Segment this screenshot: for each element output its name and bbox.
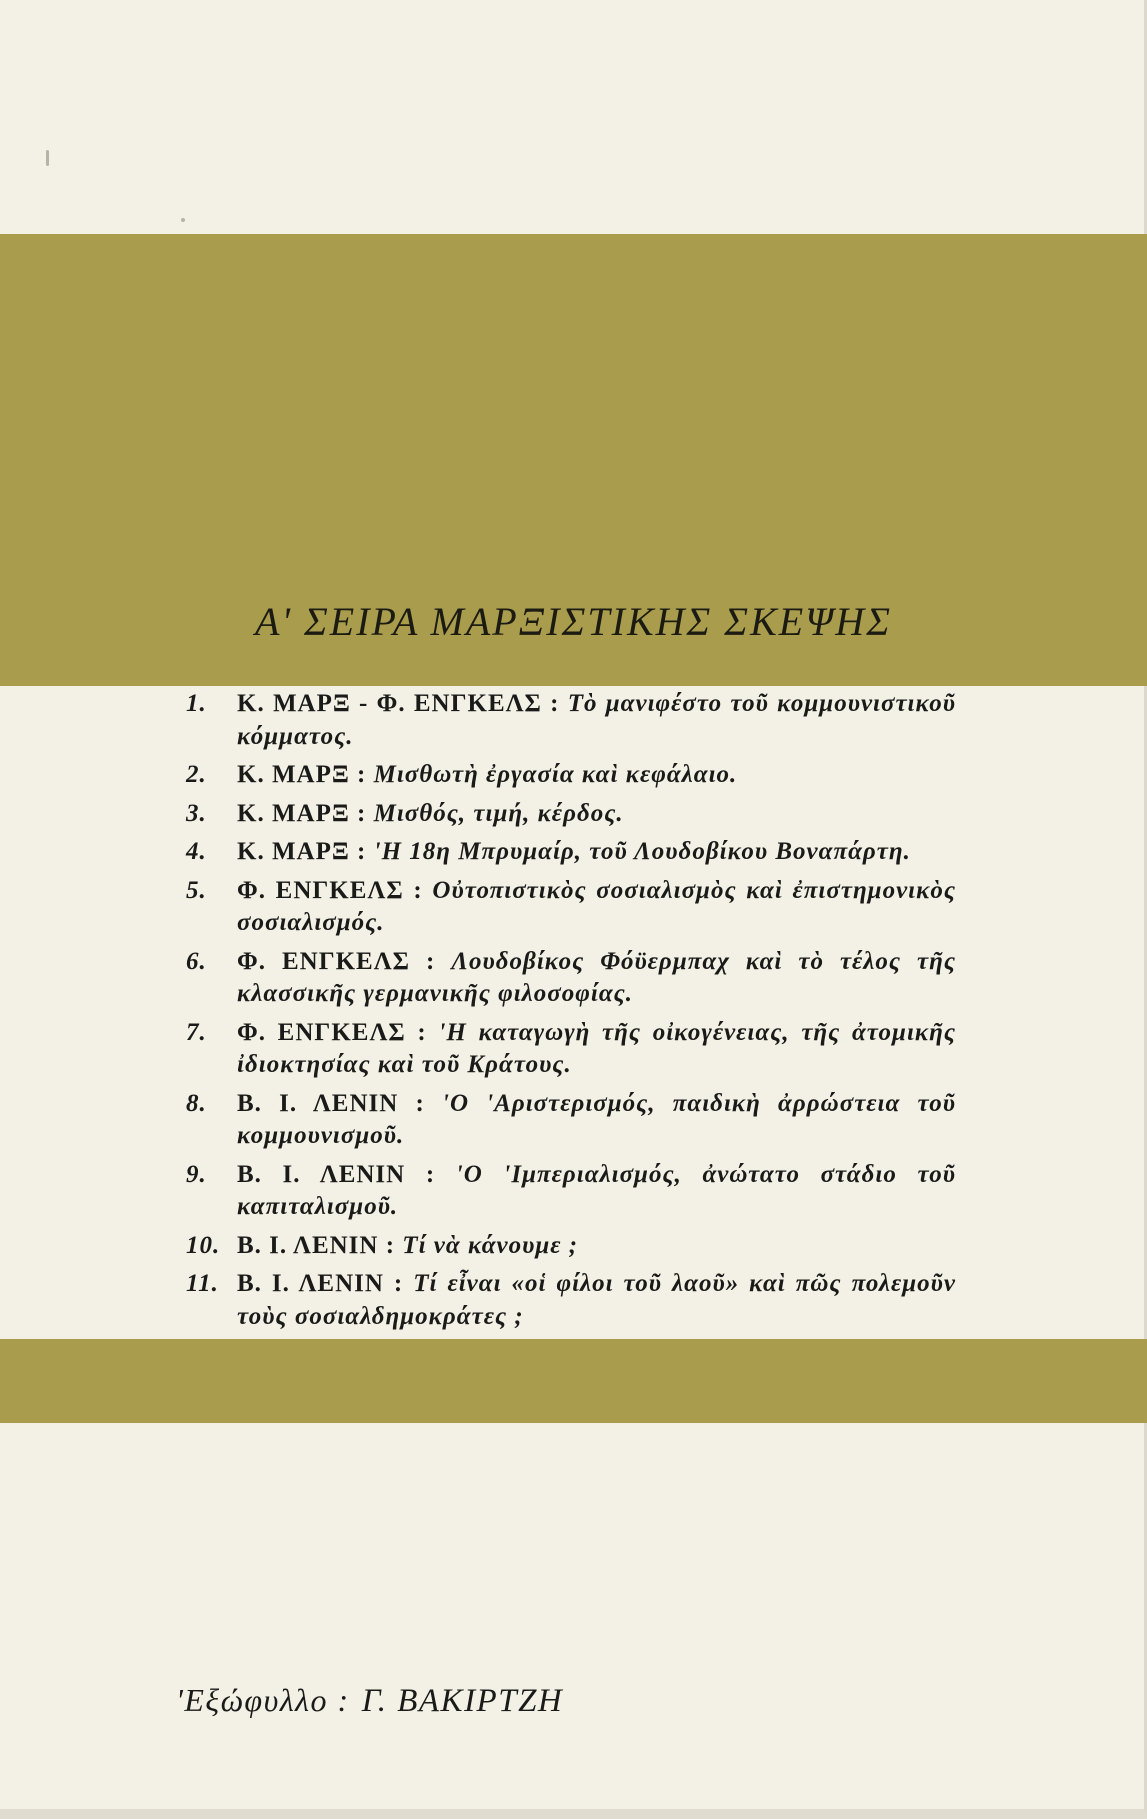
item-number: 6. (186, 947, 207, 975)
book-list (186, 688, 956, 1378)
list-item (186, 946, 956, 1011)
item-number: 10. (186, 1231, 221, 1259)
item-author: Κ. ΜΑΡΞ - Φ. ΕΝΓΚΕΛΣ : (237, 690, 560, 717)
item-entry (237, 836, 956, 869)
paper-speck (46, 150, 49, 166)
item-author: Κ. ΜΑΡΞ : (237, 761, 367, 788)
cover-credit (176, 1682, 563, 1720)
item-title: 'Η καταγωγὴ τῆς οἰκογένειας, τῆς ἀτομικῆς ἰδιοκτησίας καὶ τοῦ Κράτους. (237, 1018, 957, 1078)
list-item (186, 688, 956, 753)
list-item (186, 1017, 956, 1082)
item-entry (237, 946, 956, 1011)
item-number: 9. (186, 1160, 207, 1188)
item-entry (237, 1230, 956, 1263)
item-entry (237, 1159, 956, 1224)
cover-credit-label: 'Εξώφυλλο : (176, 1682, 350, 1718)
item-title: Μισθός, τιμή, κέρδος. (373, 799, 624, 827)
list-item (186, 798, 956, 831)
list-item (186, 1088, 956, 1153)
item-author: Β. Ι. ΛΕΝΙΝ : (237, 1089, 425, 1117)
item-title: Τί νὰ κάνουμε ; (402, 1231, 579, 1259)
list-item (186, 1230, 956, 1263)
item-number: 11. (186, 1270, 219, 1297)
paper-speck (181, 218, 185, 222)
item-number: 1. (186, 690, 207, 717)
item-entry (237, 1268, 956, 1333)
item-author: Φ. ΕΝΓΚΕΛΣ : (237, 947, 436, 975)
item-author: Κ. ΜΑΡΞ : (237, 838, 367, 865)
item-author: Β. Ι. ΛΕΝΙΝ : (237, 1231, 396, 1259)
item-title: Λουδοβίκος Φόϋερμπαχ καὶ τὸ τέλος τῆς κλασσικῆς γερμανικῆς φιλοσοφίας. (237, 947, 956, 1007)
list-item (186, 875, 956, 940)
item-number: 2. (186, 761, 207, 788)
item-number: 8. (186, 1089, 207, 1117)
item-number: 4. (186, 838, 207, 865)
item-entry (237, 688, 956, 753)
item-entry (237, 1088, 956, 1153)
item-entry (237, 759, 956, 792)
item-title: 'Ο 'Ιμπεριαλισμός, ἀνώτατο στάδιο τοῦ καπιταλισμοῦ. (237, 1160, 956, 1220)
item-author: Κ. ΜΑΡΞ : (237, 799, 367, 827)
series-title: Α' ΣΕΙΡΑ ΜΑΡΞΙΣΤΙΚΗΣ ΣΚΕΨΗΣ (255, 599, 892, 644)
item-entry (237, 1017, 956, 1082)
list-item (186, 1159, 956, 1224)
item-title: Τί εἶναι «οἱ φίλοι τοῦ λαοῦ» καὶ πῶς πολεμοῦν τοὺς σοσιαλδημοκράτες ; (237, 1270, 957, 1330)
item-author: Β. Ι. ΛΕΝΙΝ : (237, 1270, 404, 1297)
item-title: Τὸ μανιφέστο τοῦ κομμουνιστικοῦ κόμματος. (237, 690, 957, 750)
item-title: 'Ο 'Αριστερισμός, παιδικὴ ἀρρώστεια τοῦ κομμουνισμοῦ. (237, 1089, 956, 1149)
item-author: Φ. ΕΝΓΚΕΛΣ : (237, 1018, 427, 1046)
list-item (186, 1268, 956, 1333)
cover-credit-name: Γ. ΒΑΚΙΡΤΖΗ (361, 1683, 564, 1719)
list-item (186, 759, 956, 792)
item-title: Οὐτοπιστικὸς σοσιαλισμὸς καὶ ἐπιστημονικὸς σοσιαλισμός. (237, 876, 957, 936)
item-entry (237, 875, 956, 940)
item-number: 3. (186, 799, 207, 827)
item-title: 'Η 18η Μπρυμαίρ, τοῦ Λουδοβίκου Βοναπάρτη. (373, 838, 911, 865)
item-entry (237, 798, 956, 831)
item-author: Β. Ι. ΛΕΝΙΝ : (237, 1160, 436, 1188)
bottom-color-band (0, 1339, 1147, 1423)
item-title: Μισθωτὴ ἐργασία καὶ κεφάλαιο. (373, 761, 738, 788)
item-author: Φ. ΕΝΓΚΕΛΣ : (237, 876, 423, 904)
item-number: 5. (186, 876, 207, 904)
list-item (186, 836, 956, 869)
item-number: 7. (186, 1018, 207, 1046)
